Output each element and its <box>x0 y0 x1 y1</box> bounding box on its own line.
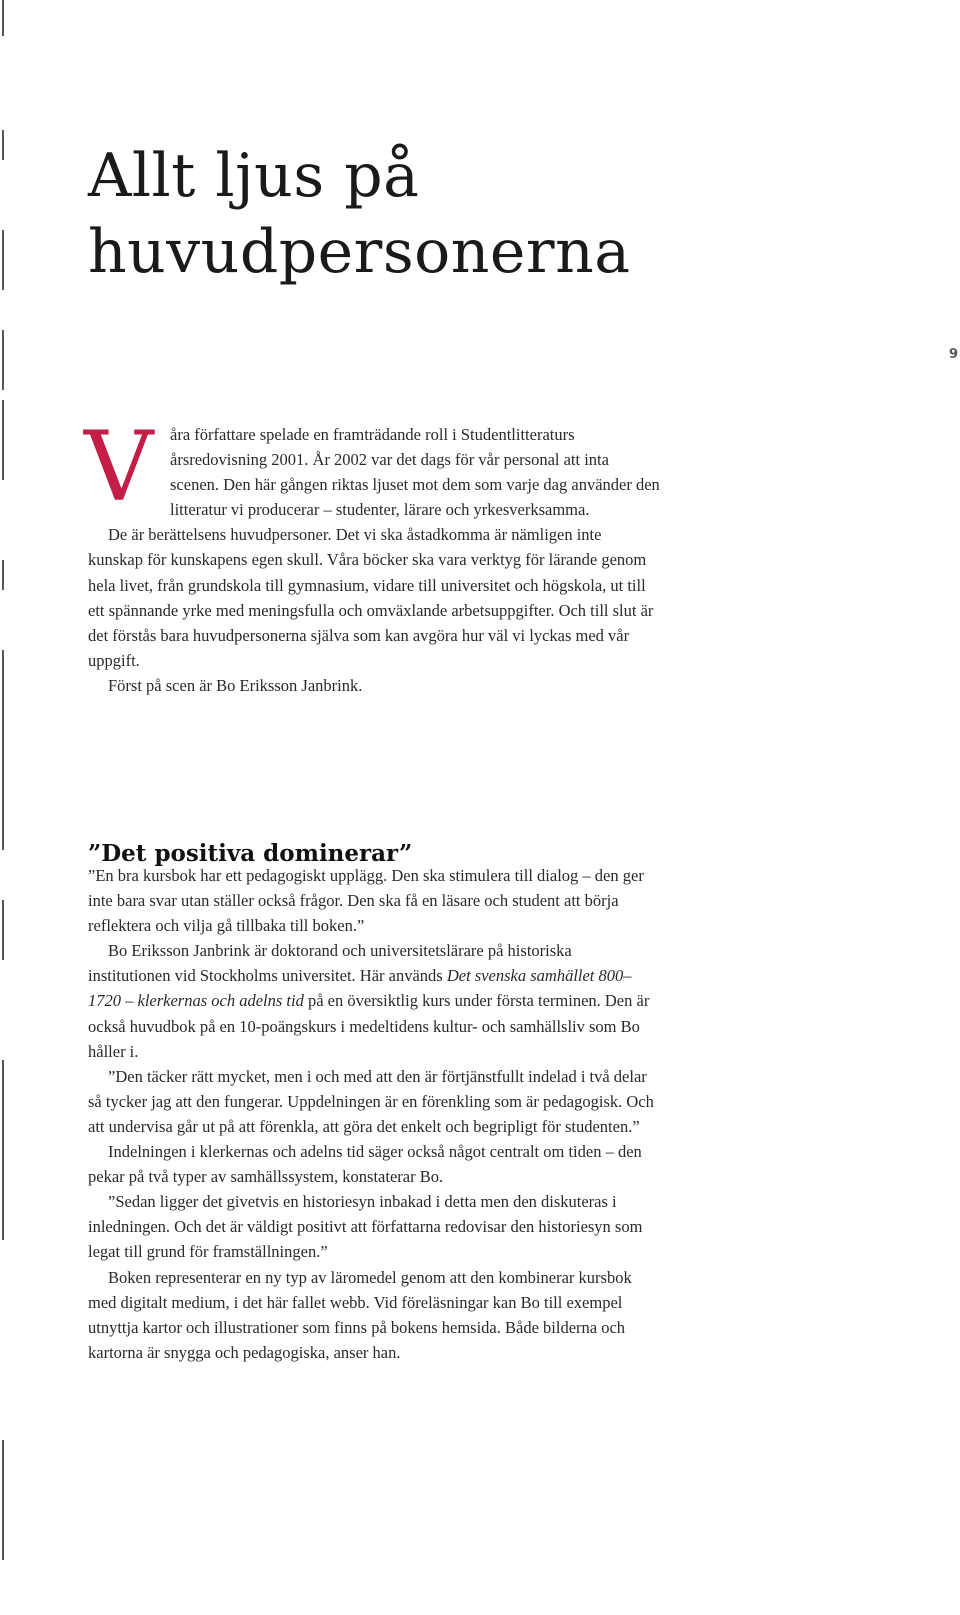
intro-paragraph: Först på scen är Bo Eriksson Janbrink. <box>108 675 363 695</box>
edge-mark <box>2 900 4 960</box>
page-title <box>88 138 631 290</box>
edge-mark <box>2 650 4 850</box>
section-heading: ”Det positiva dominerar” <box>88 840 413 867</box>
edge-mark <box>2 0 4 36</box>
body-paragraph: ”Sedan ligger det givetvis en historiesyn inbakad i detta men den diskuteras i inledningen. Och det är väldigt positivt att författarna redovisar den historiesyn som legat till grund för framställningen.” <box>88 1192 643 1262</box>
intro-paragraph <box>84 411 660 523</box>
edge-mark <box>2 1060 4 1240</box>
body-paragraph: ”En bra kursbok har ett pedagogiskt upplägg. Den ska stimulera till dialog – den ger inte bara svar utan ställer också frågor. Den ska få en läsare och student att börja reflektera och vilja gå tillbaka till boken.” <box>88 866 644 936</box>
edge-mark <box>2 330 4 390</box>
body-paragraph <box>88 938 654 1063</box>
edge-mark <box>2 230 4 290</box>
body-paragraph: Boken representerar en ny typ av läromedel genom att den kombinerar kursbok med digitalt medium, i det här fallet webb. Vid föreläsningar kan Bo till exempel utnyttja kartor och illustrationer som finns på bokens hemsida. Både bilderna och kartorna är snygga och pedagogiska, anser han. <box>88 1267 632 1362</box>
body-paragraph: Indelningen i klerkernas och adelns tid säger också något centralt om tiden – den pekar på två typer av samhällssystem, konstaterar Bo. <box>88 1142 642 1187</box>
page-title-line-1: Allt ljus på <box>88 141 420 211</box>
body-text: på en översiktlig kurs under första terminen. Den är också huvudbok på en 10-poängskurs i medeltidens kultur- och samhällsliv som Bo håller i. <box>88 991 650 1061</box>
page-title-line-2: huvudpersonerna <box>88 217 631 287</box>
book-title: Det svenska samhället 800–1720 – klerkernas och adelns tid <box>88 966 632 1011</box>
body-text: Bo Eriksson Janbrink är doktorand och universitetslärare på historiska institutionen vid Stockholms universitet. Här används <box>88 941 572 986</box>
body-paragraph: ”Den täcker rätt mycket, men i och med att den är förtjänstfullt indelad i två delar så tycker jag att den fungerar. Uppdelningen är en förenkling som är pedagogisk. Och att undervisa går ut på att förenkla, att göra det enkelt och begripligt för studenten.” <box>88 1066 654 1136</box>
section-body <box>88 863 654 1365</box>
edge-mark <box>2 560 4 590</box>
scan-edge-marks <box>0 0 8 1615</box>
edge-mark <box>2 130 4 160</box>
drop-cap: V <box>84 411 154 523</box>
intro-text <box>84 411 660 698</box>
intro-paragraph-text: åra författare spelade en framträdande roll i Studentlitteraturs årsredovisning 2001. År 2002 var det dags för vår personal att inta scenen. Den här gången riktas ljuset mot dem som varje dag använder den litteratur vi producerar – studenter, lärare och yrkesverksamma. <box>170 425 660 520</box>
intro-paragraph: De är berättelsens huvudpersoner. Det vi ska åstadkomma är nämligen inte kunskap för kunskapens egen skull. Våra böcker ska vara verktyg för lärande genom hela livet, från grundskola till gymnasium, vidare till universitet och högskola, ut till ett spännande yrke med meningsfulla och omväxlande arbetsuppgifter. Och till slut är det förstås bara huvudpersonerna själva som kan avgöra hur väl vi lyckas med vår uppgift. <box>88 525 654 670</box>
edge-mark <box>2 400 4 480</box>
edge-mark <box>2 1440 4 1560</box>
page-number: 9 <box>949 347 959 362</box>
